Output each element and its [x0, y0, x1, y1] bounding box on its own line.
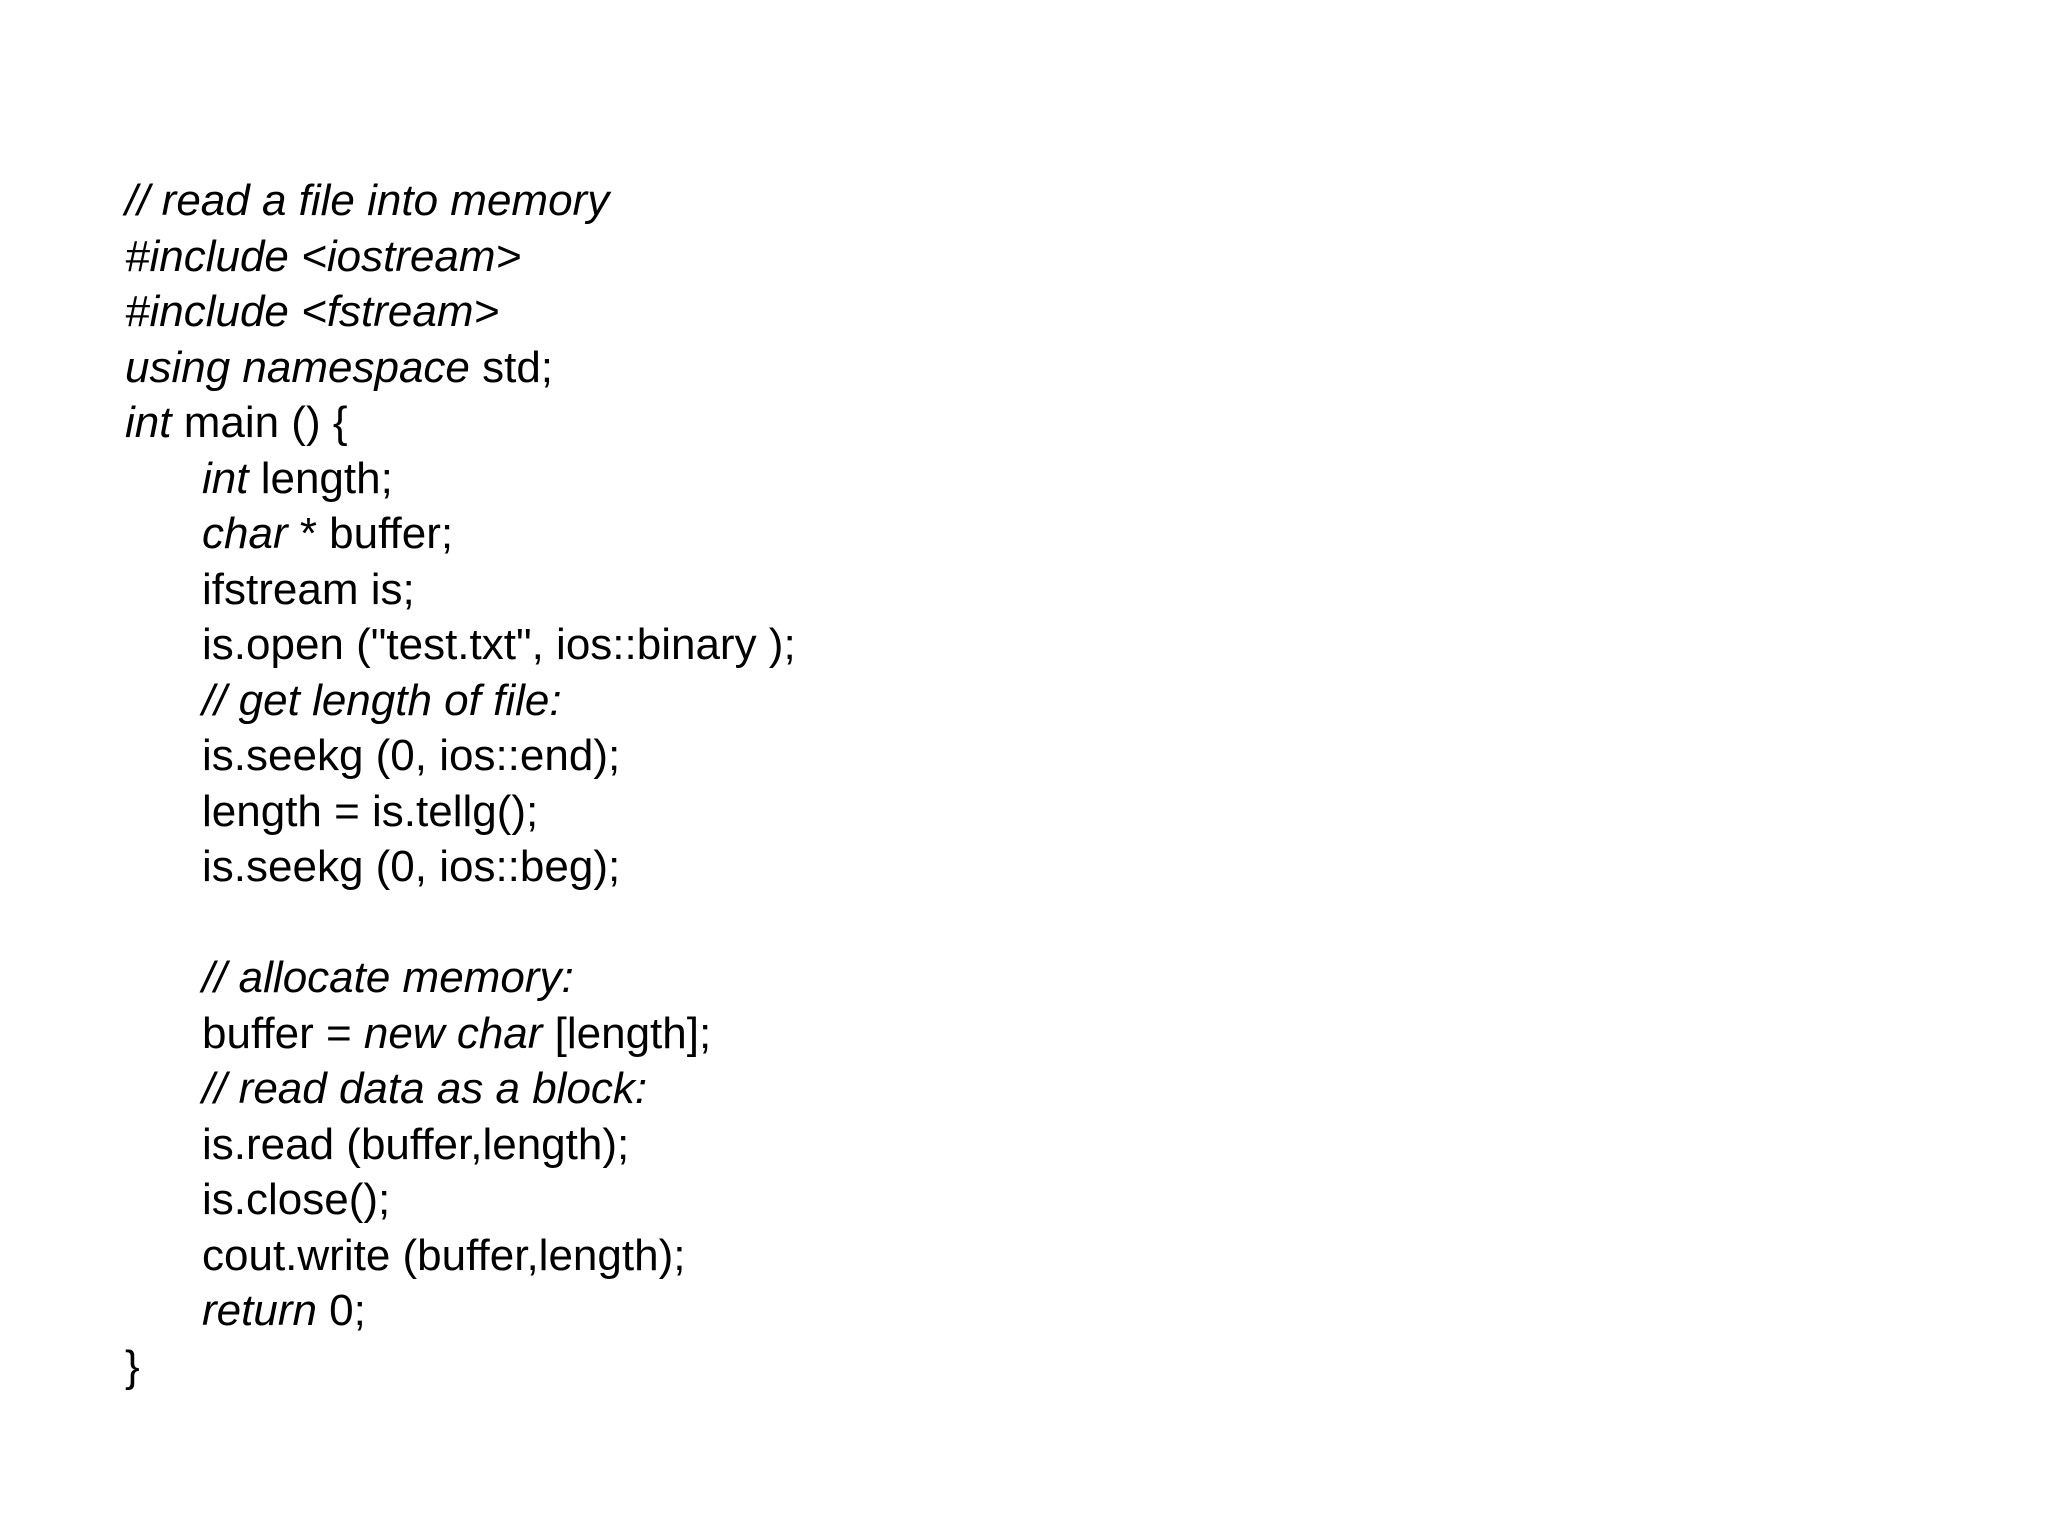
code-text: std;: [469, 342, 554, 392]
code-keyword-or-comment: int: [202, 453, 249, 503]
code-keyword-or-comment: #include <iostream>: [125, 231, 522, 281]
code-text: * buffer;: [287, 509, 454, 558]
code-line: [125, 395, 1825, 451]
code-text: is.seekg (0, ios::end);: [202, 731, 621, 780]
code-line: [125, 562, 1825, 618]
code-line: [125, 950, 1825, 1006]
code-keyword-or-comment: int: [125, 398, 172, 447]
code-line: [125, 673, 1825, 729]
code-text: length;: [248, 453, 393, 503]
code-text: is.close();: [202, 1175, 391, 1224]
code-text: is.read (buffer,length);: [202, 1119, 630, 1169]
code-line: [125, 839, 1825, 895]
code-line: [125, 1172, 1825, 1228]
code-text: }: [125, 1341, 140, 1391]
code-text: buffer =: [202, 1008, 364, 1058]
code-keyword-or-comment: char: [202, 509, 288, 558]
code-text: is.open ("test.txt", ios::binary );: [202, 620, 796, 669]
code-keyword-or-comment: using namespace: [125, 342, 470, 392]
code-line: [125, 784, 1825, 840]
code-line: [125, 340, 1825, 396]
code-line: [125, 895, 1825, 951]
code-line: [125, 1228, 1825, 1284]
code-text: 0;: [316, 1286, 366, 1335]
code-keyword-or-comment: // get length of file:: [202, 675, 562, 725]
code-line: [125, 229, 1825, 285]
code-line: [125, 617, 1825, 673]
code-text: ifstream is;: [202, 564, 415, 614]
code-line: [125, 1283, 1825, 1339]
code-keyword-or-comment: return: [202, 1286, 317, 1335]
code-text: is.seekg (0, ios::beg);: [202, 842, 621, 891]
code-text: length = is.tellg();: [202, 786, 539, 836]
code-line: [125, 1117, 1825, 1173]
code-line: [125, 451, 1825, 507]
code-line: [125, 173, 1825, 229]
code-listing: [125, 173, 1825, 1394]
code-text: main () {: [171, 398, 348, 447]
code-keyword-or-comment: // allocate memory:: [202, 953, 574, 1002]
code-keyword-or-comment: new char: [363, 1008, 543, 1058]
code-line: [125, 1061, 1825, 1117]
code-line: [125, 728, 1825, 784]
code-text: [length];: [542, 1008, 712, 1058]
code-line: [125, 284, 1825, 340]
code-text: cout.write (buffer,length);: [202, 1230, 686, 1280]
code-line: [125, 1339, 1825, 1395]
code-keyword-or-comment: #include <fstream>: [125, 287, 500, 336]
code-keyword-or-comment: // read data as a block:: [202, 1064, 648, 1113]
code-line: [125, 1006, 1825, 1062]
code-keyword-or-comment: // read a file into memory: [125, 176, 610, 225]
code-line: [125, 506, 1825, 562]
